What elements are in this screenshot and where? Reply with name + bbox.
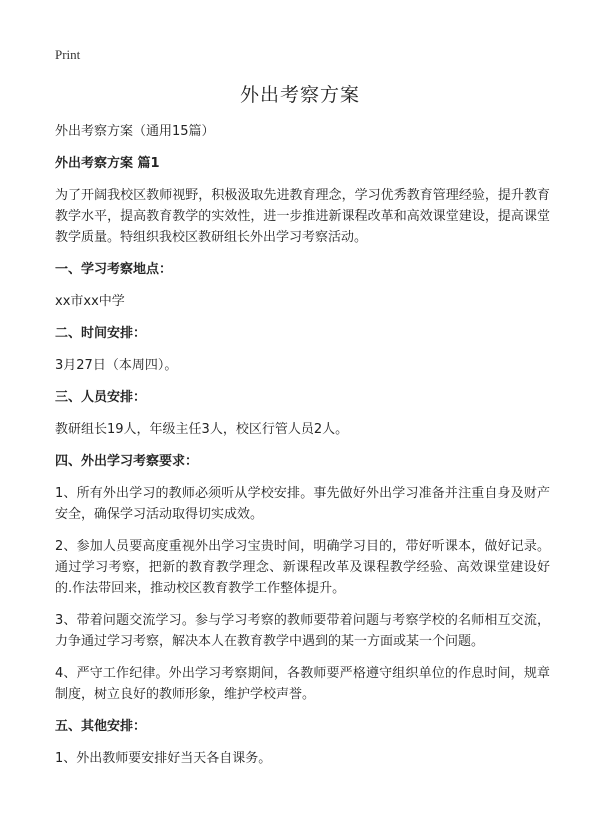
section-paragraph: 1、所有外出学习的教师必须听从学校安排。事先做好外出学习准备并注重自身及财产安全，确保学习活动取得切实成效。 <box>55 486 550 522</box>
intro-paragraph: 为了开阔我校区教师视野，积极汲取先进教育理念，学习优秀教育管理经验，提升教育教学水平，提高教育教学的实效性，进一步推进新课程改革和高效课堂建设，提高课堂教学质量。特组织我校区教研组长外出学习考察活动。 <box>55 188 550 245</box>
section-paragraph: 4、严守工作纪律。外出学习考察期间，各教师要严格遵守组织单位的作息时间，规章制度，树立良好的教师形象，维护学校声誉。 <box>55 666 550 702</box>
page-title: 外出考察方案 <box>239 84 360 106</box>
section-paragraph: 3月27日（本周四）。 <box>55 358 178 373</box>
article-heading: 外出考察方案 篇1 <box>55 156 160 171</box>
section-heading-other: 五、其他安排： <box>55 719 147 734</box>
section-paragraph: 教研组长19人，年级主任3人，校区行管人员2人。 <box>55 422 349 437</box>
section-paragraph: xx市xx中学 <box>55 294 125 309</box>
section-heading-schedule: 二、时间安排： <box>55 326 147 341</box>
section-paragraph: 2、参加人员要高度重视外出学习宝贵时间，明确学习目的，带好听课本，做好记录。通过学习考察，把新的教育教学理念、新课程改革及课程教学经验、高效课堂建设好的.作法带回来，推动校区教育教学工作整体提升。 <box>55 539 550 596</box>
section-heading-location: 一、学习考察地点： <box>55 262 173 277</box>
section-paragraph: 3、带着问题交流学习。参与学习考察的教师要带着问题与考察学校的名师相互交流，力争通过学习考察，解决本人在教育教学中遇到的某一方面或某一个问题。 <box>55 613 550 649</box>
article-body <box>55 121 550 780</box>
section-paragraph: 1、外出教师要安排好当天各自课务。 <box>55 751 272 766</box>
document-subtitle: 外出考察方案（通用15篇） <box>55 124 215 139</box>
section-heading-personnel: 三、人员安排： <box>55 390 147 405</box>
section-heading-requirements: 四、外出学习考察要求： <box>55 454 199 469</box>
print-link[interactable]: Print <box>55 47 81 62</box>
